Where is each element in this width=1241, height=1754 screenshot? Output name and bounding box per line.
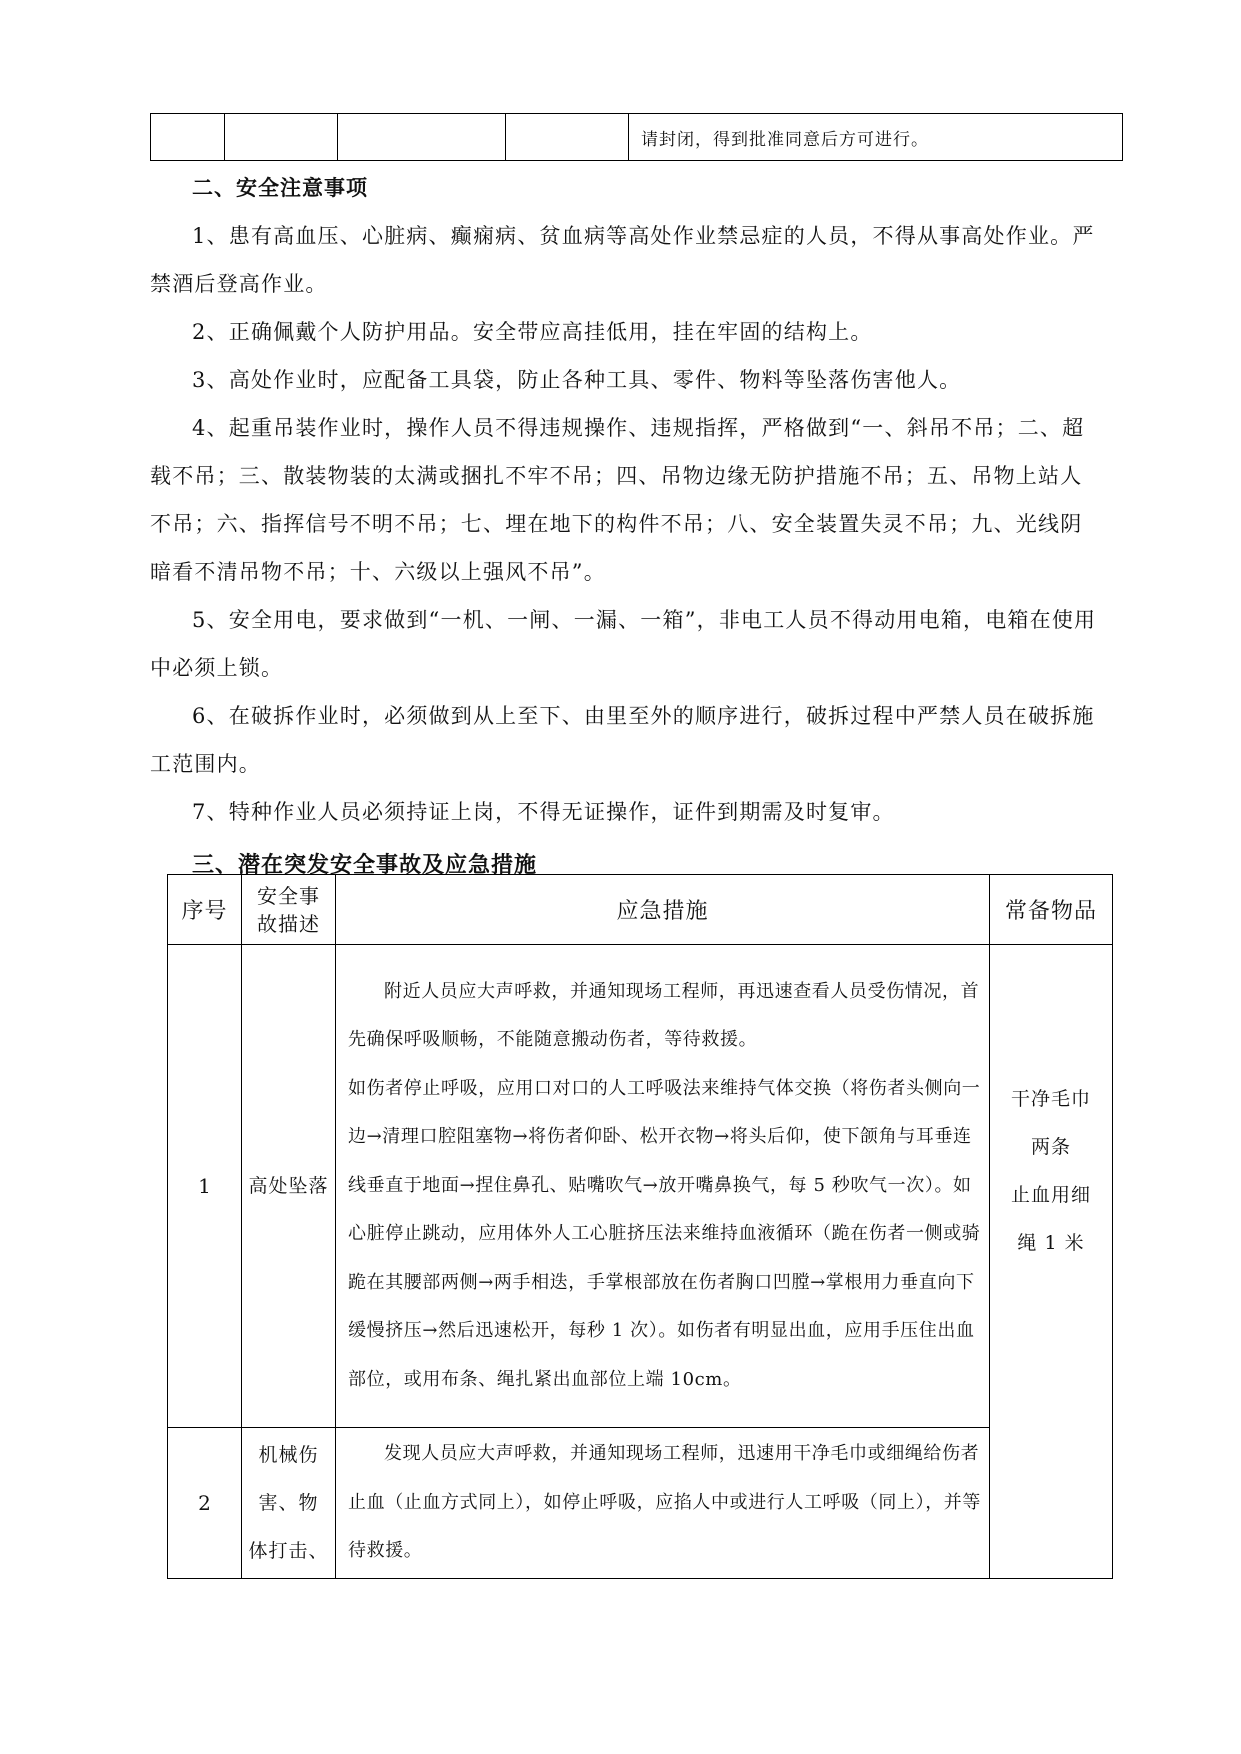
supply-line: 止血用细 [1010,1184,1091,1207]
header-desc-line1: 安全事 [257,883,320,908]
action-paragraph: 发现人员应大声呼救，并通知现场工程师，迅速用干净毛巾或细绳给伤者止血（止血方式同上），如停止呼吸，应掐人中或进行人工呼吸（同上），并等待救援。 [348,1443,981,1561]
supply-line: 绳 1 米 [1017,1232,1085,1255]
empty-cell [506,114,629,161]
supply-line: 干净毛巾 [1010,1088,1091,1111]
safety-item-1: 1、患有高血压、心脏病、癫痫病、贫血病等高处作业禁忌症的人员，不得从事高处作业。严禁酒后登高作业。 [150,224,1095,296]
safety-item-7: 7、特种作业人员必须持证上岗，不得无证操作，证件到期需及时复审。 [192,800,895,824]
empty-cell [338,114,506,161]
desc-line: 害、物 [258,1491,319,1514]
empty-cell [151,114,225,161]
emergency-action [336,945,990,1428]
section-heading-emergency: 三、潜在突发安全事故及应急措施 [192,852,538,878]
table-header-row [168,875,1113,945]
row-number: 1 [168,945,242,1428]
header-supply: 常备物品 [990,875,1113,945]
table-row [168,945,1113,1428]
table-row [168,1428,1113,1579]
safety-item-6: 6、在破拆作业时，必须做到从上至下、由里至外的顺序进行，破拆过程中严禁人员在破拆施工范围内。 [150,704,1095,776]
action-paragraph: 附近人员应大声呼救，并通知现场工程师，再迅速查看人员受伤情况，首先确保呼吸顺畅，不能随意搬动伤者，等待救援。 [348,980,980,1051]
emergency-action [336,1428,990,1579]
section-heading-safety: 二、安全注意事项 [192,175,368,200]
header-no: 序号 [168,875,242,945]
header-desc-line2: 故描述 [257,911,320,936]
continued-table-row [150,113,1123,161]
action-paragraph: 如伤者停止呼吸，应用口对口的人工呼吸法来维持气体交换（将伤者头侧向一边→清理口腔阻塞物→将伤者仰卧、松开衣物→将头后仰，使下颌角与耳垂连线垂直于地面→捏住鼻孔、贴嘴吹气→放开嘴鼻换气，每 5 秒吹气一次）。如心脏停止跳动，应用体外人工心脏挤压法来维持血液循环（跪在伤者一侧或骑跪在其腰部两侧→两手相迭，手掌根部放在伤者胸口凹膛→掌根用力垂直向下缓慢挤压→然后迅速松开，每秒 1 次）。如伤者有明显出血，应用手压住出血部位，或用布条、绳扎紧出血部位上端 10cm。 [348,1077,981,1390]
safety-item-3: 3、高处作业时，应配备工具袋，防止各种工具、零件、物料等坠落伤害他人。 [192,368,962,392]
emergency-measures-table [167,874,1113,1579]
empty-cell [225,114,338,161]
approval-note: 请封闭，得到批准同意后方可进行。 [629,114,1123,161]
table-row [151,114,1123,161]
desc-line: 体打击、 [248,1539,329,1562]
accident-description: 高处坠落 [242,945,336,1428]
row-number: 2 [168,1428,242,1579]
safety-item-2: 2、正确佩戴个人防护用品。安全带应高挂低用，挂在牢固的结构上。 [192,320,873,344]
accident-description [242,1428,336,1579]
header-desc [242,875,336,945]
supply-line: 两条 [1030,1136,1071,1159]
safety-item-4: 4、起重吊装作业时，操作人员不得违规操作、违规指挥，严格做到“一、斜吊不吊；二、超载不吊；三、散装物装的太满或捆扎不牢不吊；四、吊物边缘无防护措施不吊；五、吊物上站人不吊；六、指挥信号不明不吊；七、埋在地下的构件不吊；八、安全装置失灵不吊；九、光线阴暗看不清吊物不吊；十、六级以上强风不吊”。 [150,416,1085,584]
desc-line: 机械伤 [258,1443,319,1466]
supplies-cell [990,945,1113,1579]
header-action: 应急措施 [336,875,990,945]
safety-item-5: 5、安全用电，要求做到“一机、一闸、一漏、一箱”，非电工人员不得动用电箱，电箱在使用中必须上锁。 [150,608,1097,680]
